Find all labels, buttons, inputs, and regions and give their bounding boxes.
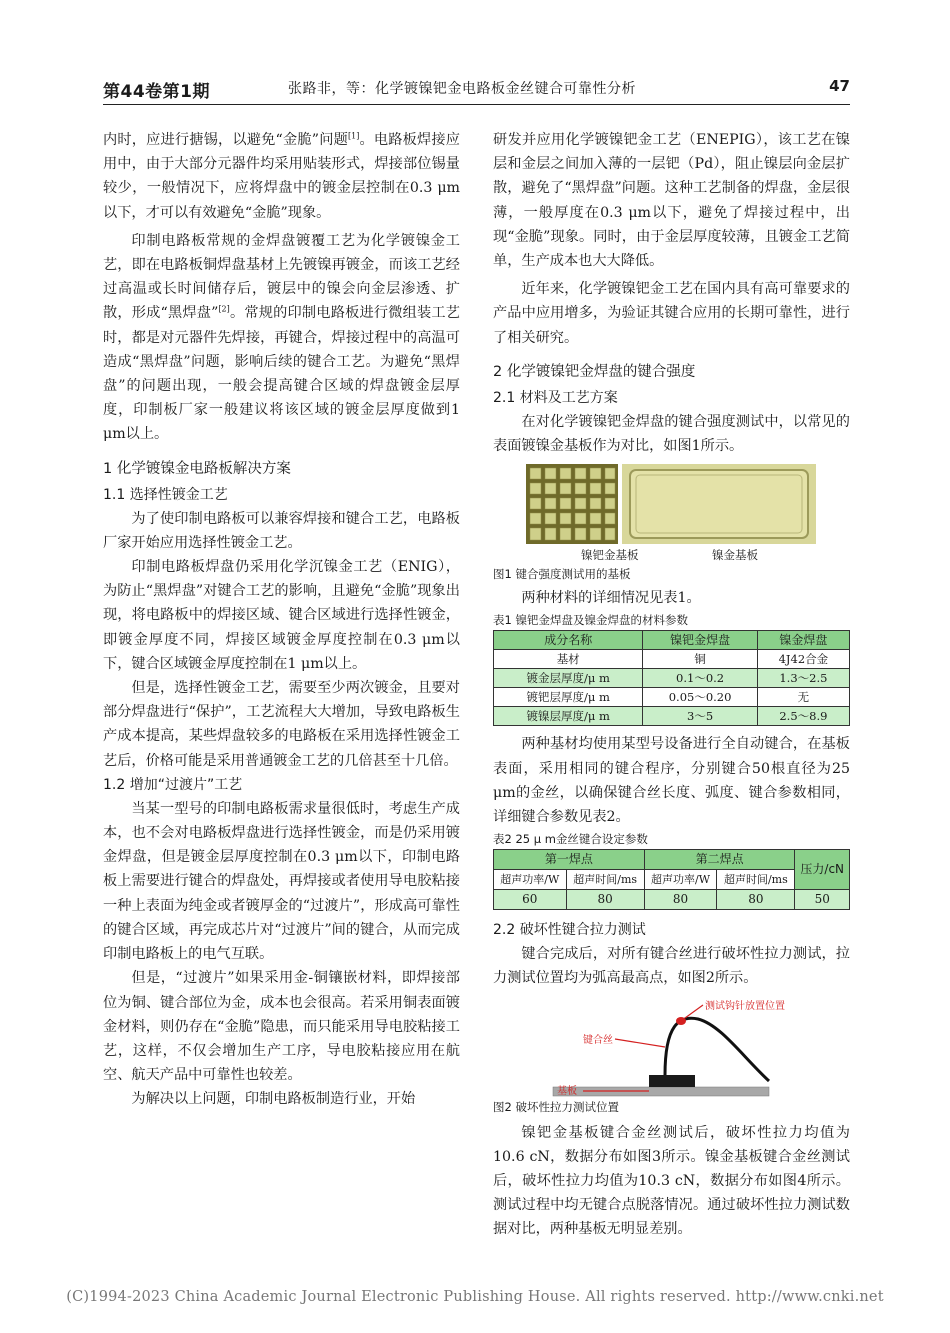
subsection-heading: 2.2 破坏性键合拉力测试 xyxy=(493,922,646,939)
label-probe: 测试钩针放置位置 xyxy=(705,1000,785,1012)
table-header-cell: 镍金焊盘 xyxy=(757,631,849,650)
table-header-cell: 镍钯金焊盘 xyxy=(643,631,757,650)
running-title: 张路非，等：化学镀镍钯金电路板金丝键合可靠性分析 xyxy=(288,81,636,97)
substrate-photos xyxy=(526,464,816,544)
chip xyxy=(649,1075,695,1087)
table-header-cell: 成分名称 xyxy=(494,631,643,650)
table-cell: 铜 xyxy=(643,650,757,669)
table-group-header: 第一焊点 xyxy=(494,850,645,870)
label-substrate: 基板 xyxy=(557,1085,577,1097)
citation[interactable]: [2] xyxy=(218,304,230,314)
table-header-row xyxy=(494,631,850,650)
paragraph: 但是，“过渡片”如果采用金-铜镶嵌材料，即焊接部位为铜、键合部位为金，成本也会很高。若采用铜表面镀金材料，则仍存在“金脆”隐患，而只能采用导电胶粘接工艺，这样，不仅会增加生产工序，导电胶粘接应用在航空、航天产品中可靠性也较差。 xyxy=(103,970,460,1084)
table-cell: 镀金层厚度/μ m xyxy=(494,669,643,688)
table-cell: 无 xyxy=(757,688,849,707)
table-row xyxy=(494,890,850,910)
figure-1-photo xyxy=(526,464,816,544)
paragraph: 近年来，化学镀镍钯金工艺在国内具有高可靠要求的产品中应用增多，为验证其键合应用的长期可靠性，进行了相关研究。 xyxy=(493,281,850,346)
table-cell: 4J42合金 xyxy=(757,650,849,669)
table-cell: 0.1～0.2 xyxy=(643,669,757,688)
running-header xyxy=(103,77,850,103)
paragraph: 在对化学镀镍钯金焊盘的键合强度测试中，以常见的表面镀镍金基板作为对比，如图1所示。 xyxy=(493,413,850,455)
section-heading: 2 化学镀镍钯金焊盘的键合强度 xyxy=(493,363,696,380)
paragraph: 镍钯金基板键合金丝测试后，破坏性拉力均值为10.6 cN，数据分布如图3所示。镍金基板键合金丝测试后，破坏性拉力均值为10.3 cN，数据分布如图4所示。测试过程中均无键合点脱落情况。通过破坏性拉力测试数据对比，两种基板无明显差别。 xyxy=(493,1124,850,1238)
paragraph: 键合完成后，对所有键合丝进行破坏性拉力测试，拉力测试位置均为弧高最高点，如图2所示。 xyxy=(493,946,850,987)
table-cell: 80 xyxy=(717,890,795,910)
table-cell: 50 xyxy=(795,890,850,910)
fig1-label-niau: 镍金基板 xyxy=(712,548,758,563)
table-cell: 基材 xyxy=(494,650,643,669)
table-row xyxy=(494,650,850,669)
paragraph: 印制电路板常规的金焊盘镀覆工艺为化学镀镍金工艺，即在电路板铜焊盘基材上先镀镍再镀金，而该工艺经过高温或长时间储存后，镀层中的镍会向金层渗透、扩散，形成“黑焊盘”[2]。常规的印制电路板进行微组装工艺时，都是对元器件先焊接，再键合，焊接过程中的高温可造成“黑焊盘”问题，影响后续的键合工艺。为避免“黑焊盘”的问题出现，一般会提高键合区域的焊盘镀金层厚度，印制板厂家一般建议将该区域的镀金层厚度做到1 μm以上。 xyxy=(103,232,460,443)
paragraph: 当某一型号的印制电路板需求量很低时，考虑生产成本，也不会对电路板焊盘进行选择性镀金，而是仍采用镀金焊盘，但是镀金层厚度控制在0.3 μm以下，印制电路板上需要进行键合的焊盘处，再焊接或者使用导电胶粘接一种上表面为纯金或者镀厚金的“过渡片”，形成高可靠性的键合区域，再完成芯片对“过渡片”间的键合，从而完成印制电路板上的电气互联。 xyxy=(103,800,460,963)
figure-1-caption: 图1 键合强度测试用的基板 xyxy=(493,567,631,582)
figure-1-labels xyxy=(493,546,850,564)
citation[interactable]: [1] xyxy=(347,131,360,141)
table-header-row xyxy=(494,850,850,870)
table-header-cell: 超声时间/ms xyxy=(717,870,795,890)
paragraph: 为了使印制电路板可以兼容焊接和键合工艺，电路板厂家开始应用选择性镀金工艺。 xyxy=(103,510,460,551)
table-cell: 0.05～0.20 xyxy=(643,688,757,707)
paragraph: 两种基材均使用某型号设备进行全自动键合，在基板表面，采用相同的键合程序，分别键合50根直径为25 μm的金丝，以确保键合丝长度、弧度、键合参数相同，详细键合参数见表2。 xyxy=(493,736,850,826)
section-heading: 1 化学镀镍金电路板解决方案 xyxy=(103,460,291,477)
table-cell: 3～5 xyxy=(643,707,757,726)
paragraph: 为解决以上问题，印制电路板制造行业，开始 xyxy=(131,1091,416,1108)
table-header-cell: 压力/cN xyxy=(795,850,850,890)
table-row xyxy=(494,688,850,707)
table-header-cell: 超声功率/W xyxy=(644,870,717,890)
table-2 xyxy=(493,849,850,910)
table-1-caption: 表1 镍钯金焊盘及镍金焊盘的材料参数 xyxy=(493,613,688,628)
paragraph: 内时，应进行搪锡，以避免“金脆”问题[1]。电路板焊接应用中，由于大部分元器件均采用贴装形式，焊接部位锡量较少，一般情况下，应将焊盘中的镀金层控制在0.3 μm以下，才可以有效避免“金脆”现象。 xyxy=(103,131,460,221)
paragraph: 但是，选择性镀金工艺，需要至少两次镀金，且要对部分焊盘进行“保护”，工艺流程大大增加，导致电路板生产成本提高，某些焊盘较多的电路板在采用选择性镀金工艺后，价格可能是采用普通镀金工艺的几倍甚至十几倍。 xyxy=(103,680,460,769)
table-cell: 80 xyxy=(644,890,717,910)
table-row xyxy=(494,669,850,688)
table-group-header: 第二焊点 xyxy=(644,850,795,870)
page-number: 47 xyxy=(829,77,850,95)
table-cell: 1.3～2.5 xyxy=(757,669,849,688)
left-column xyxy=(103,128,460,1112)
table-1 xyxy=(493,630,850,726)
right-column xyxy=(493,128,850,1242)
paragraph: 两种材料的详细情况见表1。 xyxy=(521,590,701,607)
subsection-heading: 1.2 增加“过渡片”工艺 xyxy=(103,776,243,793)
subsection-heading: 2.1 材料及工艺方案 xyxy=(493,389,618,406)
table-cell: 80 xyxy=(566,890,644,910)
table-header-cell: 超声功率/W xyxy=(494,870,567,890)
header-rule xyxy=(103,104,850,105)
pull-test-diagram xyxy=(493,997,850,1097)
table-row xyxy=(494,707,850,726)
figure-2 xyxy=(493,997,850,1097)
table-header-cell: 超声时间/ms xyxy=(566,870,644,890)
copyright-footer: (C)1994-2023 China Academic Journal Electronic Publishing House. All rights reserved. http://www.cnki.net xyxy=(66,1289,884,1305)
subsection-heading: 1.1 选择性镀金工艺 xyxy=(103,486,228,503)
table-cell: 60 xyxy=(494,890,567,910)
journal-issue: 第44卷第1期 xyxy=(103,82,210,102)
label-wire: 键合丝 xyxy=(583,1034,613,1046)
table-cell: 镀镍层厚度/μ m xyxy=(494,707,643,726)
hook-position-marker xyxy=(676,1017,686,1025)
fig1-label-nipdau: 镍钯金基板 xyxy=(581,548,639,563)
table-cell: 镀钯层厚度/μ m xyxy=(494,688,643,707)
paragraph: 研发并应用化学镀镍钯金工艺（ENEPIG），该工艺在镍层和金层之间加入薄的一层钯（Pd），阻止镍层向金层扩散，避免了“黑焊盘”问题。这种工艺制备的焊盘，金层很薄，一般厚度在0.3 μm以下，避免了焊接过程中，出现“金脆”现象。同时，由于金层厚度较薄，且镀金工艺简单，生产成本也大大降低。 xyxy=(493,132,850,270)
bond-wire xyxy=(665,1018,769,1081)
table-cell: 2.5～8.9 xyxy=(757,707,849,726)
paragraph: 印制电路板焊盘仍采用化学沉镍金工艺（ENIG），为防止“黑焊盘”对键合工艺的影响，且避免“金脆”现象出现，将电路板中的焊接区域、键合区域进行选择性镀金，即镀金厚度不同，焊接区域镀金厚度控制在0.3 μm以下，键合区域镀金厚度控制在1 μm以上。 xyxy=(103,559,460,672)
table-2-caption: 表2 25 μ m金丝键合设定参数 xyxy=(493,832,648,847)
figure-2-caption: 图2 破坏性拉力测试位置 xyxy=(493,1099,619,1114)
